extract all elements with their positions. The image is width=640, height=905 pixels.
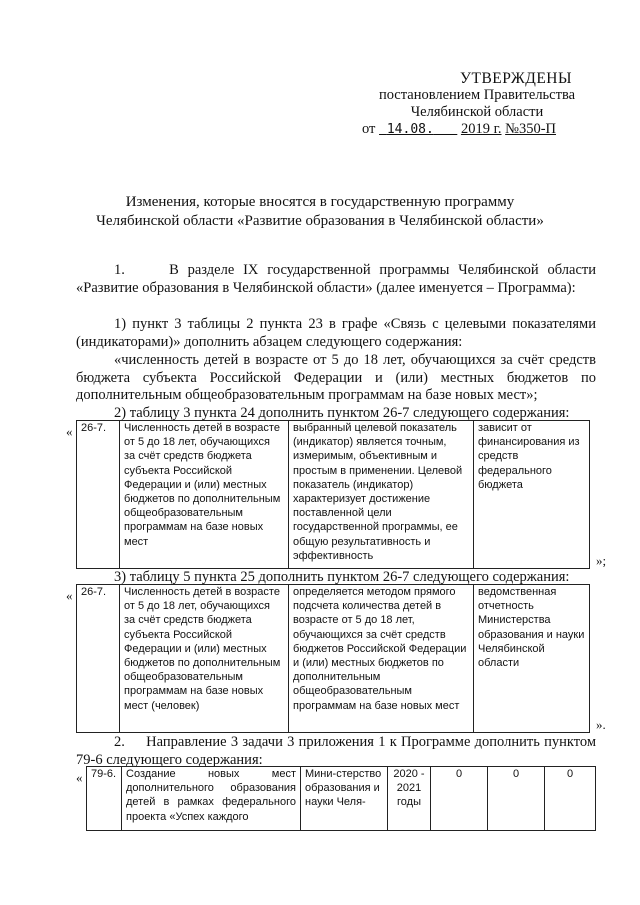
paragraph-1: 1. В разделе IX государственной программы Челябинской области «Развитие образования в Челябинской области» (далее именуется – Программа): — [76, 262, 596, 296]
paragraph-5: 3) таблицу 5 пункта 25 дополнить пунктом 26-7 следующего содержания: — [114, 569, 570, 585]
paragraph-4: 2) таблицу 3 пункта 24 дополнить пунктом 26-7 следующего содержания: — [114, 405, 570, 421]
table-26-7-indicator — [76, 420, 590, 569]
row-number: 79-6. — [87, 767, 122, 831]
value-cell: 0 — [431, 767, 488, 831]
date-prefix: от — [362, 121, 376, 137]
value-cell: 0 — [545, 767, 596, 831]
title-line-2: Челябинской области «Развитие образования в Челябинской области» — [96, 213, 544, 229]
paragraph-6: 2. Направление 3 задачи 3 приложения 1 к Программе дополнить пунктом 79-6 следующего содержания: — [76, 734, 596, 768]
row-number: 26-7. — [77, 421, 120, 569]
approval-date-line — [352, 121, 602, 138]
row-number: 26-7. — [77, 585, 120, 733]
measure-name: Создание новых мест дополнительного образования детей в рамках федерального проекта «Успех каждого — [122, 767, 301, 831]
value-cell: 0 — [488, 767, 545, 831]
table-row — [87, 767, 596, 831]
table-row — [77, 421, 590, 569]
table-row — [77, 585, 590, 733]
indicator-dependency: зависит от финансирования из средств федерального бюджета — [474, 421, 590, 569]
table-26-7-method — [76, 584, 590, 733]
indicator-name: Численность детей в возрасте от 5 до 18 лет, обучающихся за счёт средств бюджета субъекта Российской Федерации и (или) местных бюджетов по дополнительным общеобразовательным программам на базе новых мест (человек) — [120, 585, 289, 733]
close-quote: »; — [596, 553, 607, 568]
approval-line-resolution: постановлением Правительства — [378, 87, 576, 103]
paragraph-3: «численность детей в возрасте от 5 до 18 лет, обучающихся за счёт средств бюджета субъекта Российской Федерации и (или) местных бюджетов по дополнительным общеобразовательным программам на базе новых мест»; — [76, 352, 596, 403]
close-quote: ». — [596, 717, 606, 732]
paragraph-2: 1) пункт 3 таблицы 2 пункта 23 в графе «Связь с целевыми показателями (индикаторами)» дополнить абзацем следующего содержания: — [76, 316, 596, 350]
open-quote: « — [66, 588, 73, 603]
calculation-method: определяется методом прямого подсчета количества детей в возрасте от 5 до 18 лет, обучающихся за счёт средств бюджетов Российской Федерации и (или) местных бюджетов по дополнительным общеобразовательным программам на базе новых мест — [289, 585, 474, 733]
document-title — [60, 193, 580, 231]
approval-date: 14.08. — [386, 122, 434, 137]
responsible-executor: Мини-стерство образования и науки Челя- — [301, 767, 388, 831]
implementation-period: 2020 - 2021 годы — [388, 767, 431, 831]
data-source: ведомственная отчетность Министерства образования и науки Челябинской области — [474, 585, 590, 733]
open-quote: « — [76, 770, 83, 785]
title-line-1: Изменения, которые вносятся в государственную программу — [125, 194, 515, 210]
indicator-name: Численность детей в возрасте от 5 до 18 лет, обучающихся за счёт средств бюджета субъекта Российской Федерации и (или) местных бюджетов по дополнительным общеобразовательным программам на базе новых мест — [120, 421, 289, 569]
approval-number: №350-П — [505, 121, 557, 137]
approval-line-region: Челябинской области — [410, 104, 544, 120]
approval-year: 2019 г. — [460, 121, 502, 137]
indicator-justification: выбранный целевой показатель (индикатор) является точным, измеримым, объективным и простым в применении. Целевой показатель (индикатор) характеризует достижение поставленной цели государственной программы, ее общую результативность и эффективность — [289, 421, 474, 569]
open-quote: « — [66, 424, 73, 439]
table-79-6-measures — [86, 766, 596, 831]
approval-stamp — [352, 70, 602, 138]
approval-title: УТВЕРЖДЕНЫ — [460, 70, 572, 87]
